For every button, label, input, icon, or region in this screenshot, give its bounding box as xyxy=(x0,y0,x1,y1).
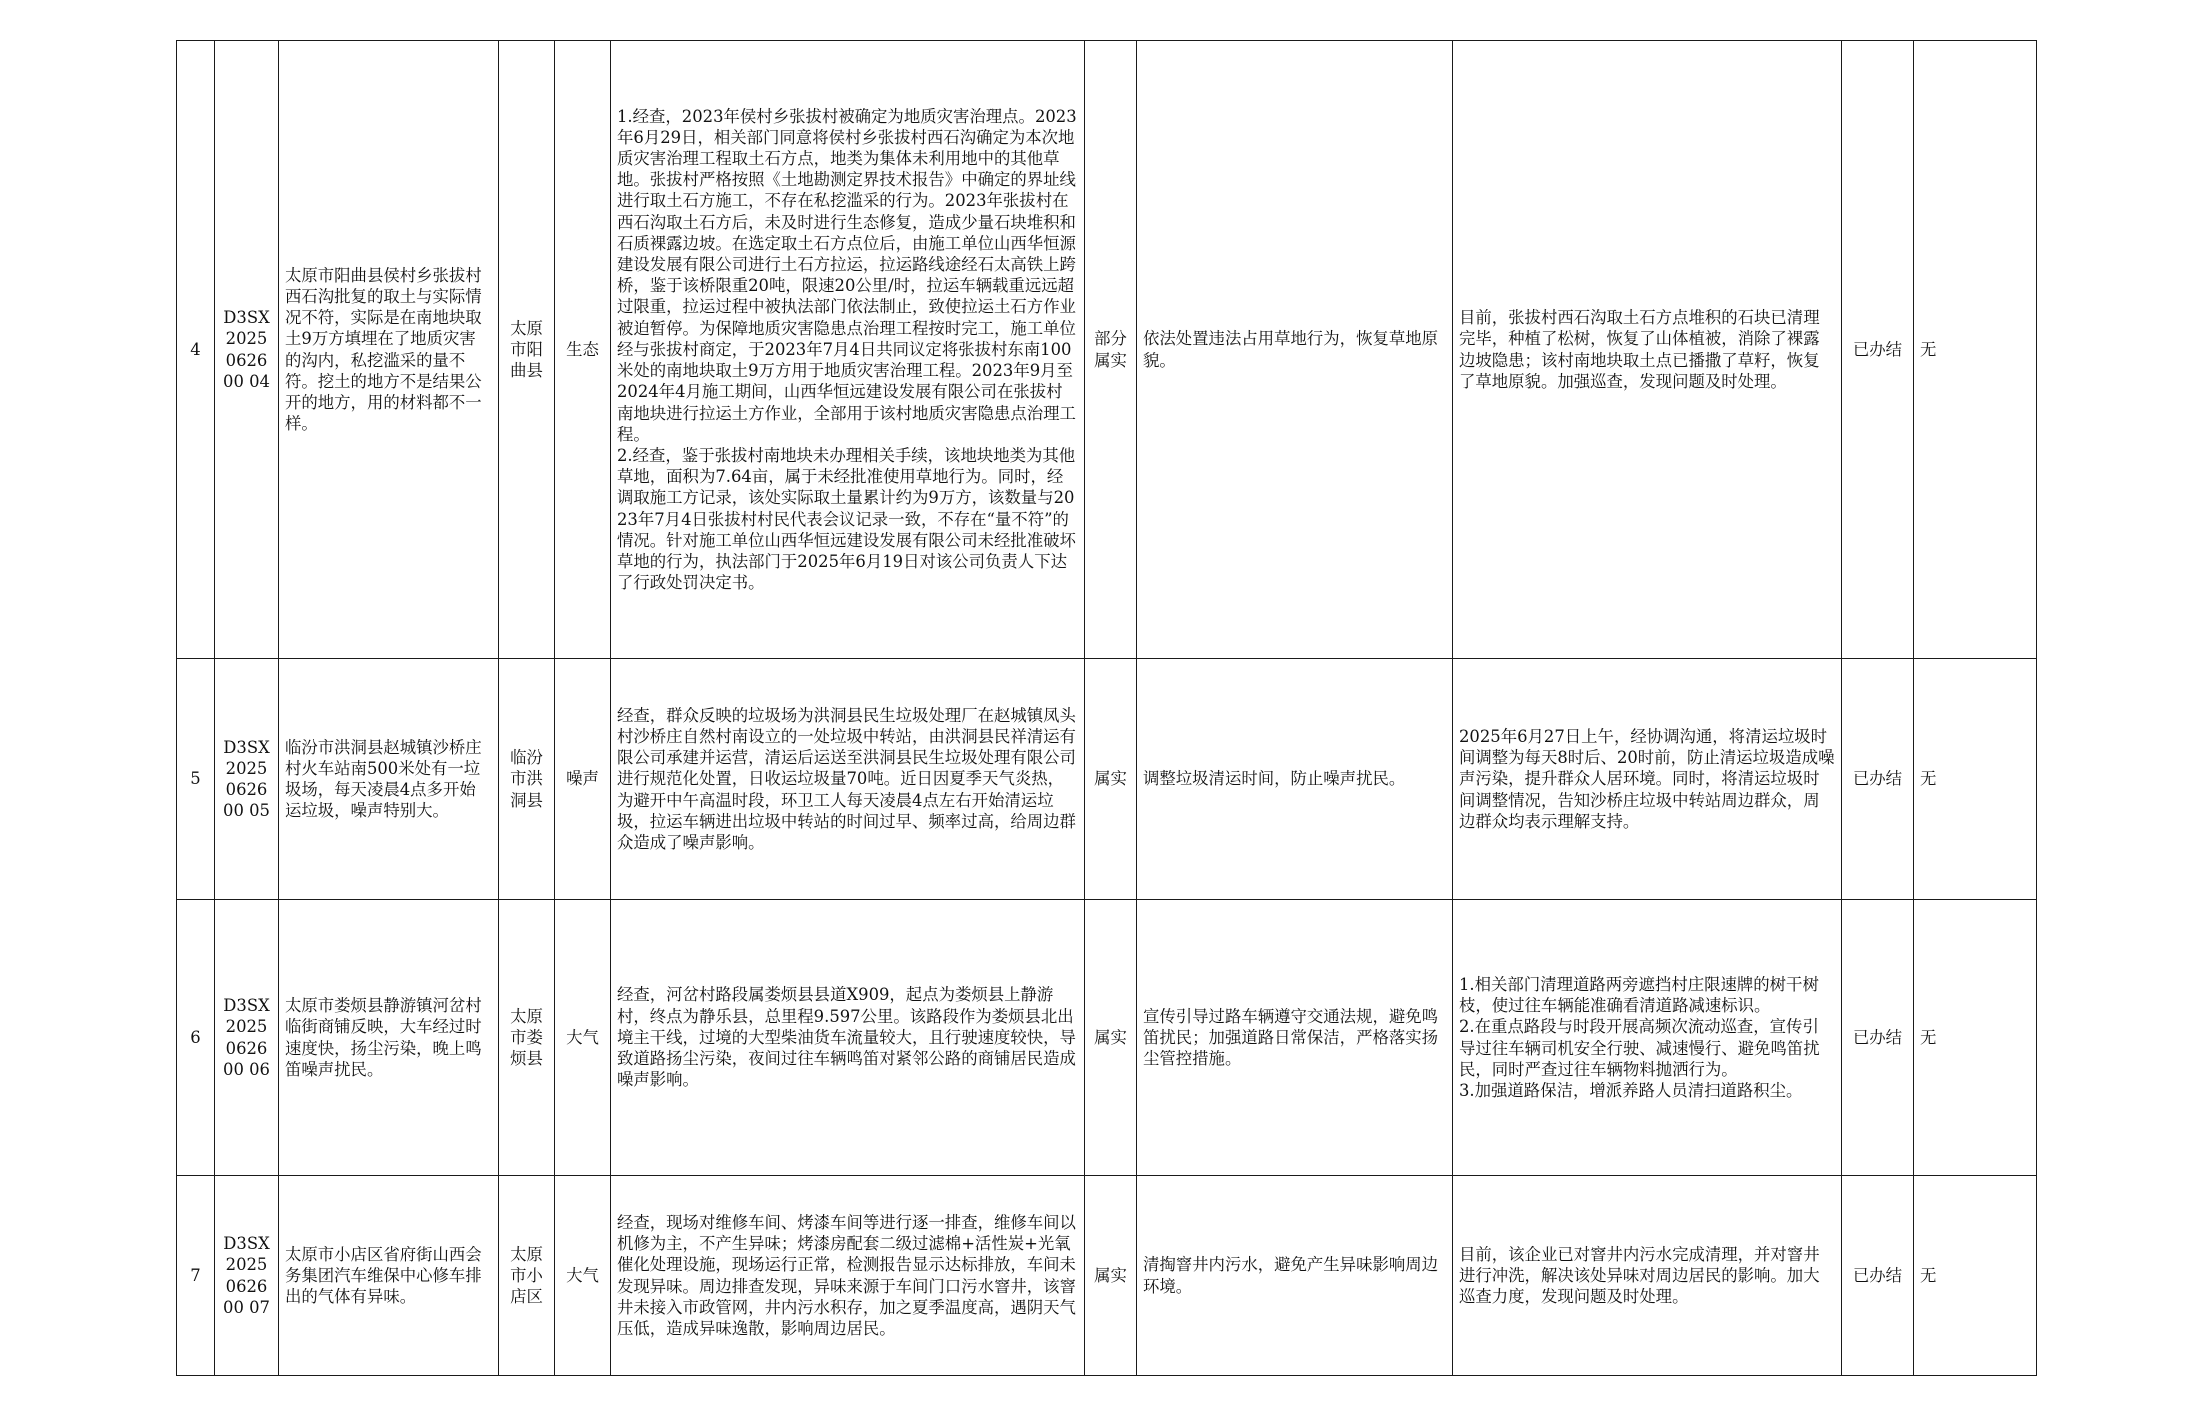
complaint-content: 临汾市洪洞县赵城镇沙桥庄村火车站南500米处有一垃圾场，每天凌晨4点多开始运垃圾，噪声特别大。 xyxy=(279,659,499,900)
handling-action: 依法处置违法占用草地行为，恢复草地原貌。 xyxy=(1137,41,1453,659)
investigation-findings xyxy=(611,41,1085,659)
complaint-content: 太原市阳曲县侯村乡张拔村西石沟批复的取土与实际情况不符，实际是在南地块取土9万方填埋在了地质灾害的沟内，私挖滥采的量不符。挖土的地方不是结果公开的地方，用的材料都不一样。 xyxy=(279,41,499,659)
row-number: 6 xyxy=(177,900,215,1176)
verification-result: 部分属实 xyxy=(1085,41,1137,659)
investigation-findings xyxy=(611,659,1085,900)
table-row xyxy=(177,900,2037,1176)
region: 太原市娄烦县 xyxy=(499,900,555,1176)
row-number: 5 xyxy=(177,659,215,900)
verification-result: 属实 xyxy=(1085,659,1137,900)
pollution-type: 噪声 xyxy=(555,659,611,900)
case-status: 已办结 xyxy=(1842,1176,1914,1376)
result-paragraph: 3.加强道路保洁，增派养路人员清扫道路积尘。 xyxy=(1459,1080,1803,1100)
complaint-content: 太原市娄烦县静游镇河岔村临街商铺反映，大车经过时速度快，扬尘污染，晚上鸣笛噪声扰民。 xyxy=(279,900,499,1176)
pollution-type: 大气 xyxy=(555,900,611,1176)
row-number: 4 xyxy=(177,41,215,659)
rectification-result xyxy=(1453,1176,1842,1376)
findings-paragraph: 经查，河岔村路段属娄烦县县道X909，起点为娄烦县上静游村，终点为静乐县，总里程9.597公里。该路段作为娄烦县北出境主干线，过境的大型柴油货车流量较大，且行驶速度较快，导致道路扬尘污染，夜间过往车辆鸣笛对紧邻公路的商铺居民造成噪声影响。 xyxy=(617,985,1076,1090)
rectification-result xyxy=(1453,659,1842,900)
findings-paragraph: 经查，群众反映的垃圾场为洪洞县民生垃圾处理厂在赵城镇凤头村沙桥庄自然村南设立的一处垃圾中转站，由洪洞县民祥清运有限公司承建并运营，清运后运送至洪洞县民生垃圾处理有限公司进行规范化处置，日收运垃圾量70吨。近日因夏季天气炎热，为避开中午高温时段，环卫工人每天凌晨4点左右开始清运垃圾，拉运车辆进出垃圾中转站的时间过早、频率过高，给周边群众造成了噪声影响。 xyxy=(617,705,1076,852)
accountability: 无 xyxy=(1914,1176,2037,1376)
case-id: D3SX2025062600 04 xyxy=(215,41,279,659)
region: 太原市阳曲县 xyxy=(499,41,555,659)
case-status: 已办结 xyxy=(1842,41,1914,659)
table-row xyxy=(177,659,2037,900)
result-paragraph: 目前，该企业已对窨井内污水完成清理，并对窨井进行冲洗，解决该处异味对周边居民的影响。加大巡查力度，发现问题及时处理。 xyxy=(1459,1244,1820,1307)
case-table-body xyxy=(177,41,2037,1376)
verification-result: 属实 xyxy=(1085,900,1137,1176)
rectification-result xyxy=(1453,41,1842,659)
case-id: D3SX2025062600 07 xyxy=(215,1176,279,1376)
accountability: 无 xyxy=(1914,900,2037,1176)
case-table xyxy=(176,40,2037,1376)
investigation-findings xyxy=(611,900,1085,1176)
pollution-type: 生态 xyxy=(555,41,611,659)
handling-action: 清掏窨井内污水，避免产生异味影响周边环境。 xyxy=(1137,1176,1453,1376)
result-paragraph: 2.在重点路段与时段开展高频次流动巡查，宣传引导过往车辆司机安全行驶、减速慢行、避免鸣笛扰民，同时严查过往车辆物料抛洒行为。 xyxy=(1459,1017,1820,1079)
case-status: 已办结 xyxy=(1842,659,1914,900)
region: 临汾市洪洞县 xyxy=(499,659,555,900)
result-paragraph: 1.相关部门清理道路两旁遮挡村庄限速牌的树干树枝，使过往车辆能准确看清道路减速标识。 xyxy=(1459,974,1819,1016)
region: 太原市小店区 xyxy=(499,1176,555,1376)
case-id: D3SX2025062600 05 xyxy=(215,659,279,900)
row-number: 7 xyxy=(177,1176,215,1376)
accountability: 无 xyxy=(1914,659,2037,900)
result-paragraph: 2025年6月27日上午，经协调沟通，将清运垃圾时间调整为每天8时后、20时前，防止清运垃圾造成噪声污染，提升群众人居环境。同时，将清运垃圾时间调整情况，告知沙桥庄垃圾中转站周边群众，周边群众均表示理解支持。 xyxy=(1459,726,1835,831)
handling-action: 宣传引导过路车辆遵守交通法规，避免鸣笛扰民；加强道路日常保洁，严格落实扬尘管控措施。 xyxy=(1137,900,1453,1176)
investigation-findings xyxy=(611,1176,1085,1376)
complaint-content: 太原市小店区省府街山西会务集团汽车维保中心修车排出的气体有异味。 xyxy=(279,1176,499,1376)
table-row xyxy=(177,1176,2037,1376)
handling-action: 调整垃圾清运时间，防止噪声扰民。 xyxy=(1137,659,1453,900)
verification-result: 属实 xyxy=(1085,1176,1137,1376)
case-status: 已办结 xyxy=(1842,900,1914,1176)
pollution-type: 大气 xyxy=(555,1176,611,1376)
accountability: 无 xyxy=(1914,41,2037,659)
rectification-result xyxy=(1453,900,1842,1176)
result-paragraph: 目前，张拔村西石沟取土石方点堆积的石块已清理完毕，种植了松树，恢复了山体植被，消除了裸露边坡隐患；该村南地块取土点已播撒了草籽，恢复了草地原貌。加强巡查，发现问题及时处理。 xyxy=(1459,308,1820,391)
findings-paragraph: 经查，现场对维修车间、烤漆车间等进行逐一排查，维修车间以机修为主，不产生异味；烤漆房配套二级过滤棉+活性炭+光氧催化处理设施，现场运行正常，检测报告显示达标排放，车间未发现异味。周边排查发现，异味来源于车间门口污水窨井，该窨井未接入市政管网，井内污水积存，加之夏季温度高，遇阴天气压低，造成异味逸散，影响周边居民。 xyxy=(617,1212,1076,1338)
findings-paragraph: 1.经查，2023年侯村乡张拔村被确定为地质灾害治理点。2023年6月29日，相关部门同意将侯村乡张拔村西石沟确定为本次地质灾害治理工程取土石方点，地类为集体未利用地中的其他草地。张拔村严格按照《土地勘测定界技术报告》中确定的界址线进行取土石方施工，不存在私挖滥采的行为。2023年张拔村在西石沟取土石方后，未及时进行生态修复，造成少量石块堆积和石质裸露边坡。在选定取土石方点位后，由施工单位山西华恒源建设发展有限公司进行土石方拉运，拉运路线途经石太高铁上跨桥，鉴于该桥限重20吨，限速20公里/时，拉运车辆载重远远超过限重，拉运过程中被执法部门依法制止，致使拉运土石方作业被迫暂停。为保障地质灾害隐患点治理工程按时完工，施工单位经与张拔村商定，于2023年7月4日共同议定将张拔村东南100米处的南地块取土9万方用于地质灾害治理工程。2023年9月至2024年4月施工期间，山西华恒远建设发展有限公司在张拔村南地块进行拉运土方作业，全部用于该村地质灾害隐患点治理工程。 xyxy=(617,106,1077,444)
case-id: D3SX2025062600 06 xyxy=(215,900,279,1176)
findings-paragraph: 2.经查，鉴于张拔村南地块未办理相关手续，该地块地类为其他草地，面积为7.64亩，属于未经批准使用草地行为。同时，经调取施工方记录，该处实际取土量累计约为9万方，该数量与2023年7月4日张拔村村民代表会议记录一致，不存在“量不符”的情况。针对施工单位山西华恒远建设发展有限公司未经批准破坏草地的行为，执法部门于2025年6月19日对该公司负责人下达了行政处罚决定书。 xyxy=(617,445,1076,593)
table-row xyxy=(177,41,2037,659)
